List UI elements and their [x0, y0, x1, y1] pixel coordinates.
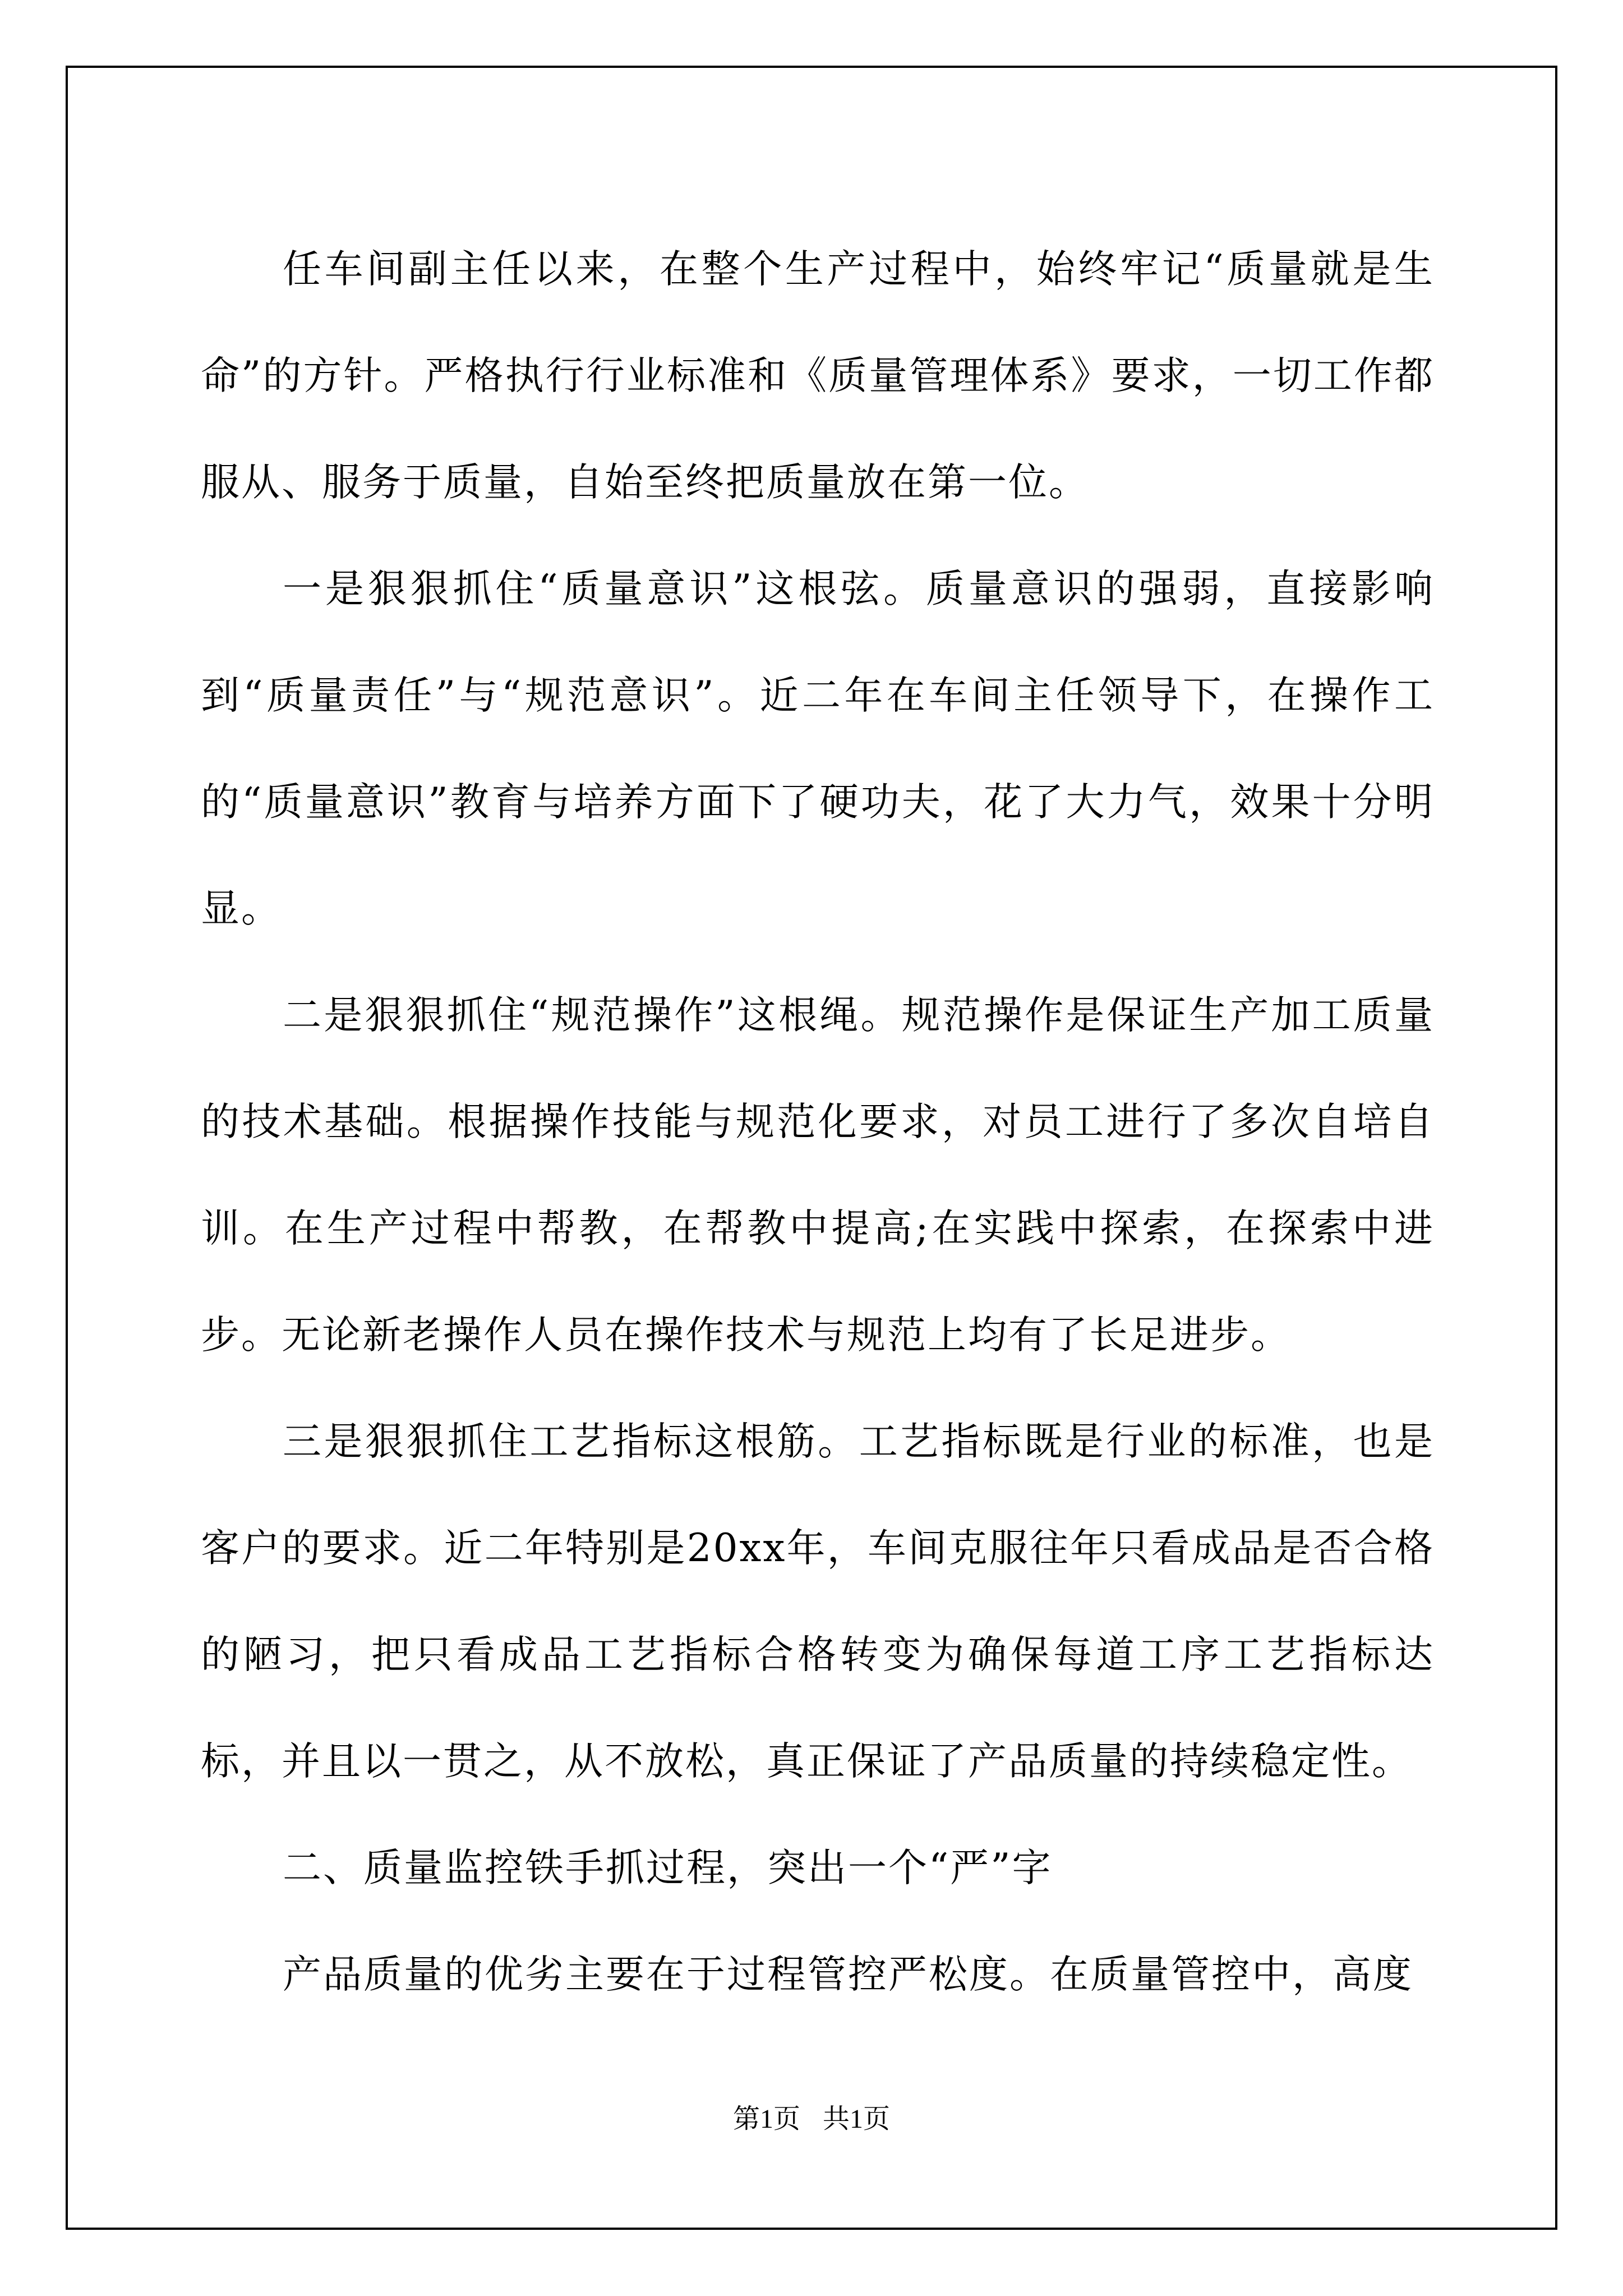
- paragraph: 二是狠狠抓住“规范操作”这根绳。规范操作是保证生产加工质量的技术基础。根据操作技能与规范化要求，对员工进行了多次自培自训。在生产过程中帮教，在帮教中提高;在实践中探索，在探索中进步。无论新老操作人员在操作技术与规范上均有了长足进步。: [201, 993, 1435, 1358]
- paragraph: 产品质量的优劣主要在于过程管控严松度。在质量管控中，高度: [283, 1952, 1413, 1997]
- paragraph: 一是狠狠抓住“质量意识”这根弦。质量意识的强弱，直接影响到“质量责任”与“规范意识”。近二年在车间主任领导下，在操作工的“质量意识”教育与培养方面下了硬功夫，花了大力气，效果十分明显。: [201, 567, 1435, 931]
- section-heading: 二、质量监控铁手抓过程，突出一个“严”字: [283, 1846, 1053, 1890]
- page-total: 共1页: [823, 2104, 891, 2134]
- page-number: 第1页: [732, 2104, 800, 2134]
- paragraph: 任车间副主任以来，在整个生产过程中，始终牢记“质量就是生命”的方针。严格执行行业标准和《质量管理体系》要求，一切工作都服从、服务于质量，自始至终把质量放在第一位。: [201, 247, 1435, 505]
- page-footer: [0, 2097, 1623, 2136]
- document-body: [201, 216, 1435, 2028]
- paragraph: 三是狠狠抓住工艺指标这根筋。工艺指标既是行业的标准，也是客户的要求。近二年特别是20xx年，车间克服往年只看成品是否合格的陋习，把只看成品工艺指标合格转变为确保每道工序工艺指标达标，并且以一贯之，从不放松，真正保证了产品质量的持续稳定性。: [201, 1419, 1435, 1784]
